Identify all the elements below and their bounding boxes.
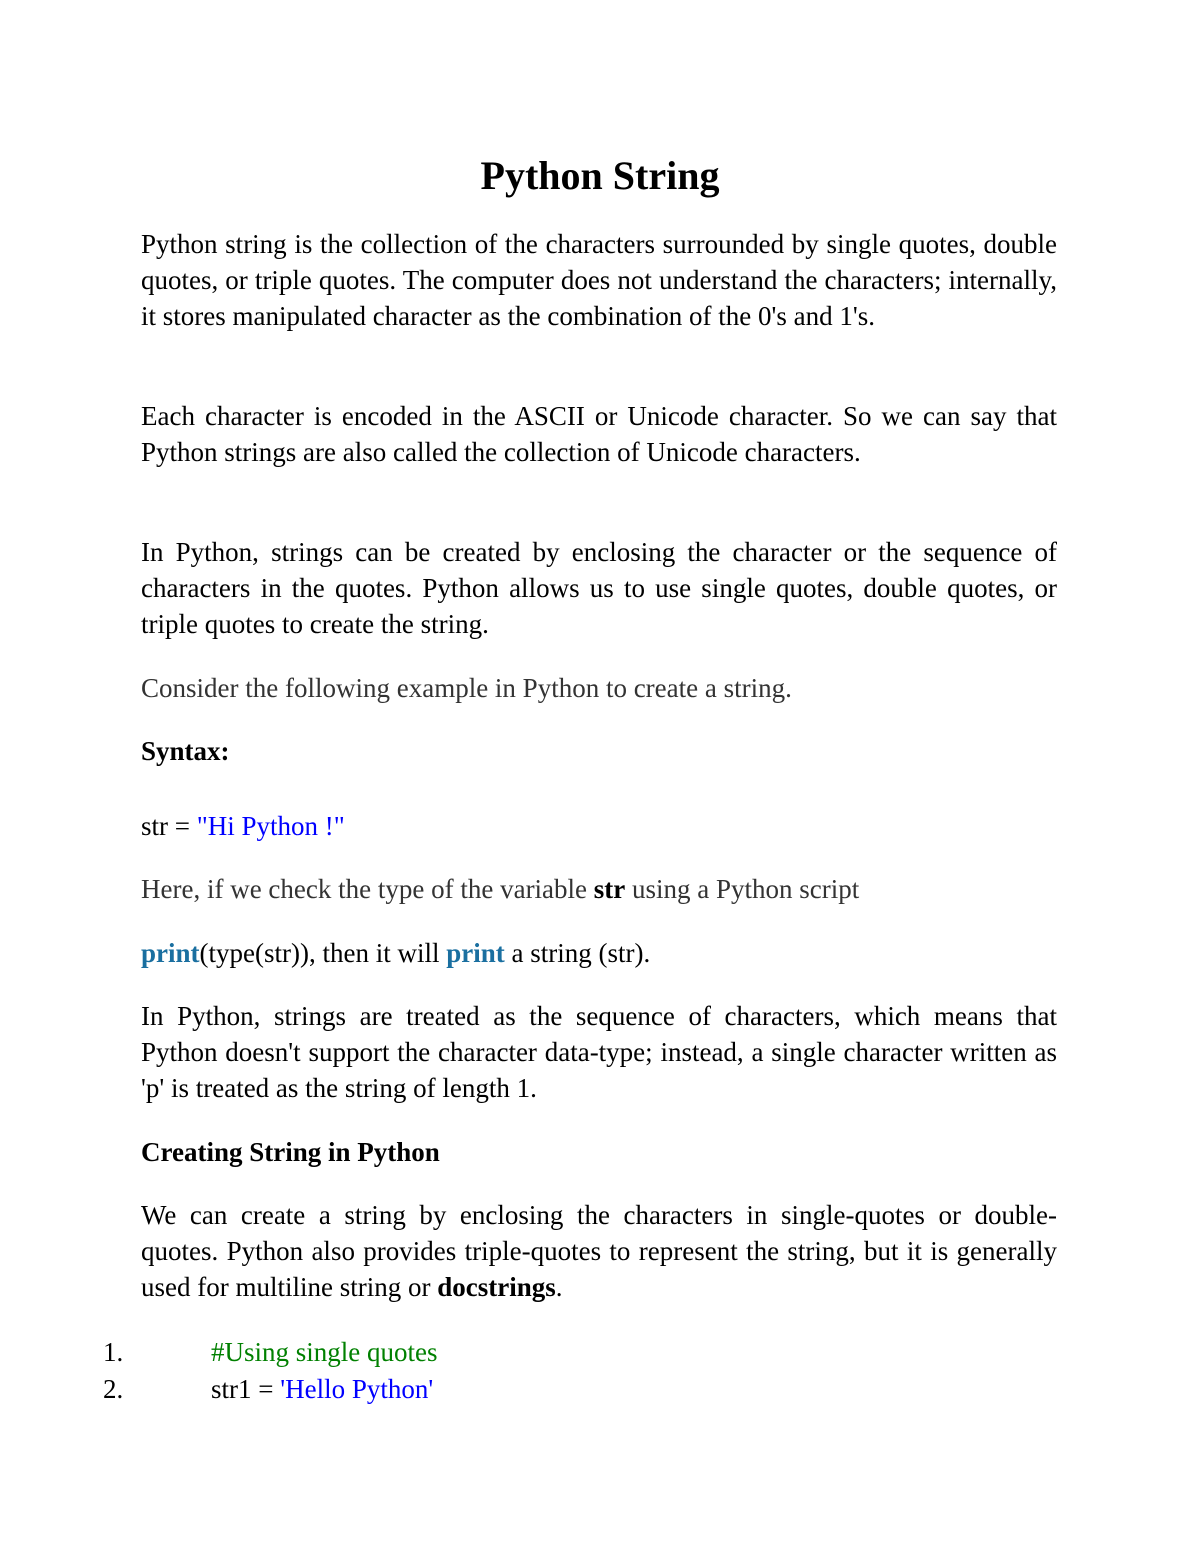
string-literal: "Hi Python !"	[196, 811, 345, 841]
print-keyword-2: print	[446, 938, 505, 968]
code-list-number: 2.	[103, 1374, 124, 1404]
print-explanation	[141, 935, 1057, 971]
creating-string-paragraph	[141, 1197, 1057, 1305]
type-check-text	[141, 871, 1057, 907]
code-comment: #Using single quotes	[211, 1337, 438, 1367]
type-check-after: using a Python script	[625, 874, 860, 904]
docstrings-term: docstrings	[437, 1272, 556, 1302]
creating-string-end: .	[555, 1272, 563, 1302]
encoding-paragraph: Each character is encoded in the ASCII or Unicode character. So we can say that Python strings are also called the collection of Unicode characters.	[141, 401, 1057, 467]
code-list-number: 1.	[103, 1337, 124, 1367]
print-keyword: print	[141, 938, 200, 968]
page-title: Python String	[480, 153, 720, 198]
example-intro-text: Consider the following example in Python to create a string.	[141, 673, 792, 703]
creation-paragraph: In Python, strings can be created by enclosing the character or the sequence of characters in the quotes. Python allows us to use single quotes, double quotes, or triple quotes to create the string.	[141, 537, 1057, 639]
intro-paragraph: Python string is the collection of the characters surrounded by single quotes, double quotes, or triple quotes. The computer does not understand the characters; internally, it stores manipulated character as the combination of the 0's and 1's.	[141, 229, 1057, 331]
string-literal: 'Hello Python'	[280, 1374, 434, 1404]
creating-string-text: We can create a string by enclosing the characters in single-quotes or double- quotes. Python also provides triple-quotes to represent the string, but it is generally used for multiline string or	[141, 1200, 1057, 1302]
code-assignment-prefix: str1 =	[211, 1374, 281, 1404]
code-prefix: str =	[141, 811, 197, 841]
syntax-heading: Syntax:	[141, 736, 230, 766]
sequence-paragraph: In Python, strings are treated as the sequence of characters, which means that Python doesn't support the character data-type; instead, a single character written as 'p' is treated as the string of length 1.	[141, 1001, 1057, 1103]
variable-name: str	[593, 874, 626, 904]
print-end-text: a string (str).	[504, 938, 651, 968]
code-assignment	[211, 1371, 433, 1407]
type-check-before: Here, if we check the type of the variable	[141, 874, 594, 904]
section-heading: Creating String in Python	[141, 1137, 440, 1167]
code-example-line	[141, 808, 1057, 844]
print-mid-text: (type(str)), then it will	[199, 938, 447, 968]
